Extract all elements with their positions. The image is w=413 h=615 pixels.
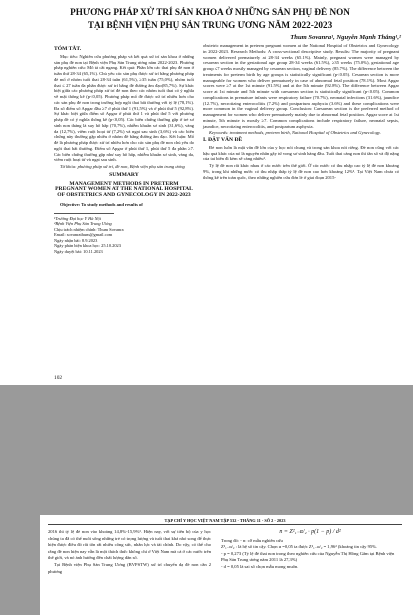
footnote-accepted: Ngày duyệt bài: 10.11.2023 [54,249,103,255]
summary-heading: SUMMARY [109,171,139,178]
footnote-email: Email: sovanrathum@gmail.com [54,232,113,238]
title-line-2: TẠI BỆNH VIỆN PHỤ SẢN TRUNG ƯƠNG NĂM 2022-2023 [87,20,333,30]
paper-page-2 [40,515,413,615]
summary-title: MANAGEMENT METHODS IN PRETERM PREGNANT WOMEN AT THE NATIONAL HOSPITAL OF OBSTETRICS AND GYNECOLOGY IN 2022-2023 [55,180,193,198]
intro-heading: I. ĐẶT VẤN ĐỀ [203,137,243,143]
keywords-vn: Từ khóa: phương pháp xử trí, đẻ non, Bệnh viện phụ sản trung ương [60,164,185,169]
page-number: 102 [54,375,63,381]
authors: Thum Sovanra¹, Nguyễn Mạnh Thắng¹,² [290,34,401,41]
right-column [203,43,399,181]
intro-paragraph-1: Đẻ non luôn là mặt vấn đề lớn của y học nói chung và trong sản khoa nói riêng. Đẻ non cũng với các hậu quả khác của nó là nguyên nhân gây tử vong sơ sinh hàng đầu. Tuổi thai càng non thì tần số và độ nặng của tai biến đi kèm sẽ càng nhiều¹. [203,144,399,162]
formula-where: Trong đó: - n: cỡ mẫu nghiên cứu [221,537,283,543]
footnote-affiliation-2: ²Bệnh Viện Phụ Sản Trung Ương [54,221,112,227]
left-column [54,45,194,255]
running-header: TẠP CHÍ Y HỌC VIỆT NAM TẬP 532 - THÁNG 11 - SỐ 2 - 2023 [48,518,402,525]
summary-body: obstetric management in preterm pregnant women at the National Hospital of Obstetrics and Gynecology in 2022-2023. Research Methods: A cross-sectional descriptive study. Results: The majority of pregnant women delivered prematurely at 28-34 weeks (65.1%). Mainly, pregnant women were managed by cesarean section in the gestational age group 28-34 weeks (61.5%), ≥35 weeks (75.0%), gestational age group ≤7 weeks mostly managed by cesarean section, vaginal delivery (85.7%). The difference between the treatments for preterm birth by age groups is statistically significant (p<0.05). Cesarean section is more manageable for women who deliver prematurely in case of abnormal fetal position (78.1%). Most Apgar scores were ≥7 at the 1st minute (91.5%) and at the 5th minute (92.8%). The difference between Apgar score at 1st minute and 5th minute with caesarean section is statistically significant (p<0.05). Common complications in premature infants were respiratory failure (70.7%), neonatal infections (31.6%), jaundice (12.7%), necrotizing enterocolitis (7.2%) and postpartum asphyxia (3.6%) and these complications were more common in the vaginal delivery group. Conclusion: Caesarean section is the preferred method of management for women who deliver prematurely mainly due to abnormal fetal position. Apgar score at 1st minute, 5th minute is mostly ≥7. Common complications include respiratory failure, neonatal sepsis, jaundice, necrotizing enterocolitis, and postpartum asphyxia. [203,43,399,129]
page2-left-text: 2016 thì tỷ lệ đẻ non vào khoảng 14,8%-15,9%³. Hiện nay, với sự tiến bộ của y học chúng ta đã có thể nuôi sống những trẻ có trọng lượng và tuổi thai khá nhỏ song để thực hiện được điều đó rất tốn rất nhiều công sức, nhân lực và tài chính. Do vậy, có thể cho rằng đẻ non hiện nay vẫn là một thách thức không chỉ ở Việt Nam mà cả ở các nước trên thế giới, và nó ảnh hưởng đến chất lượng dân số. [48,529,211,561]
page2-left-text-2: Tại Bệnh viện Phụ Sản Trung Ương (BVPSTW) xử trí chuyển dạ đẻ non cần 2 phương [48,561,211,574]
paper-title [40,6,380,32]
page2-left-column [48,529,211,575]
formula-z: Z²₁₋α/₂ : là hệ số tin cậy. Chọn α =0,05 ta được Z²₁₋α/₂ = 1,96² (khoảng tin cậy 95%. [221,544,378,550]
formula-p: - p = 0,273 (Tỷ lệ đẻ thai non trong theo nghiên cứu của Nguyễn Thị Hồng Gấm tại Bệnh viện Phụ Sản Trung ương năm 2011 là 27,3%) [221,550,395,563]
footnote-received: Ngày nhận bài: 8.9.2023 [54,237,98,243]
title-line-1: PHƯƠNG PHÁP XỬ TRÍ SẢN KHOA Ở NHỮNG SẢN PHỤ ĐẺ NON [70,7,350,17]
intro-paragraph-2: Tỷ lệ đẻ non rất khác nhau ở các nước trên thế giới. Ở các nước có thu nhập cao tỷ lệ đẻ non khoảng 9%, trong khi những nước có thu nhập thấp tỷ lệ đẻ non cao hơn khoảng 12%². Tại Việt Nam chưa có thống kê trên toàn quốc, theo những nghiên cứu đơn lẻ ở giai đoạn 2015- [203,163,399,180]
footnote-affiliation-1: ¹Trường Đại học Y Hà Nội [54,215,101,221]
page2-right-column [221,529,399,571]
formula-d: - d = 0,05 là sai số chọn mẫu mong muốn. [221,563,299,569]
abstract-heading: TÓM TẮT. [54,46,82,52]
keywords-en: Keywords: treatment methods, preterm birth, National Hospital of Obstetrics and Gynecology. [209,130,381,136]
footnote-divider [54,213,114,214]
summary-objective: Objective: To study methods and results of [60,201,143,207]
sample-size-formula: n = Z²₁₋α/₂ · p(1 − p) / d² [279,529,341,535]
abstract-text: Mục tiêu: Nghiên cứu phương pháp và kết quả xử trí sản khoa ở những sản phụ đẻ non tại Bệnh viện Phụ Sản Trung ương năm 2022-2023. Phương pháp nghiên cứu: Mô tả cắt ngang. Kết quả: Phần lớn các thai phụ đẻ non ở tuần thứ 28-34 (65,1%). Chủ yếu các sản phụ được xử trí bằng phương pháp đẻ mổ ở nhóm tuổi thai 28-34 tuần (61,5%), ≥35 tuần (75,0%), nhóm tuổi thai ≤ 27 tuần đa phần được xử trí bằng đẻ đường âm đạo(85,7%). Sự khác biệt giữa các phương pháp xử trí đẻ non theo các nhóm tuổi thai có ý nghĩa về mặt thống kê (p<0,05). Phương pháp mổ đẻ được xử trí nhiều hơn cho các sản phụ đẻ non trong trường hợp ngôi thai bất thường với tỷ lệ (78,1%). Đa số điểm số Apgar đầu ≥7 ở phút thứ 1 (91,5%) và ở phút thứ 5 (92,8%). Sự khác biệt giữa điểm số Apgar ở phút thứ 1 và phút thứ 5 với phương pháp đẻ có ý nghĩa thống kê (p<0,05). Các biến chứng thường gặp ở trẻ sơ sinh non tháng là suy hô hấp (70,7%), nhiễm khuẩn sơ sinh (31,6%), vàng da (12,7%), viêm ruột hoại tử (7,2%) và ngạt sau sinh (3,6%) và các biến chứng này thường gặp nhiều ở nhóm đẻ bằng đường âm đạo. Kết luận: Mổ đẻ là phương pháp được xử trí nhiều hơn cho các sản phụ đẻ non chủ yếu do ngôi thai bất thường. Điểm số Apgar ở phút thứ 1, phút thứ 5 đa phần ≥7. Các biến chứng thường gặp như suy hô hấp, nhiễm khuẩn sơ sinh, vàng da, viêm ruột hoại tử và ngạt sau sinh. [54,53,194,163]
footnote-corresponding: Chịu trách nhiệm chính: Thum Sovanra [54,226,124,232]
footnote-reviewed: Ngày phản biện khoa học: 25.10.2023 [54,243,121,249]
